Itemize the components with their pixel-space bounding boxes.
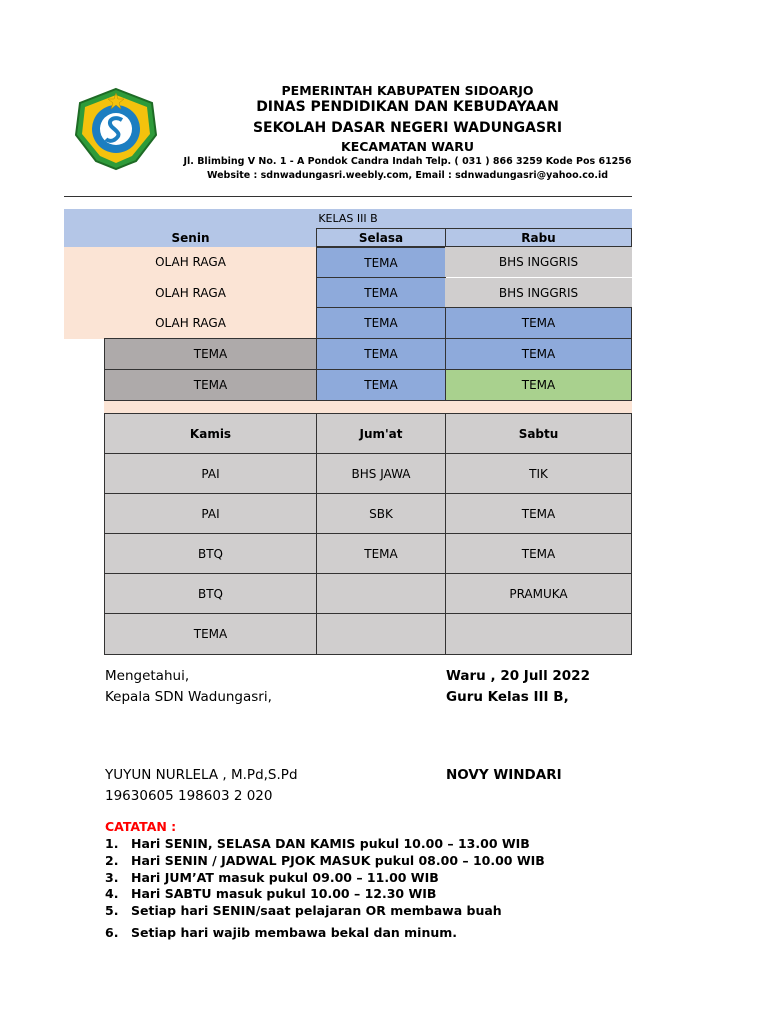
jumat-row-1 bbox=[316, 453, 446, 494]
kamis-row-5 bbox=[104, 613, 317, 655]
header-jumat-label: Jum'at bbox=[359, 426, 403, 441]
note-item bbox=[105, 836, 530, 851]
gov-title: PEMERINTAH KABUPATEN SIDOARJO bbox=[281, 83, 534, 98]
acknowledge-label: Mengetahui, bbox=[105, 668, 190, 684]
selasa-row-2-text: TEMA bbox=[364, 285, 398, 300]
note-item bbox=[105, 925, 457, 940]
sabtu-row-2-text: TEMA bbox=[521, 506, 556, 521]
senin-row-5-text: TEMA bbox=[193, 378, 228, 392]
jumat-row-3 bbox=[316, 533, 446, 574]
note-text: Hari SENIN, SELASA DAN KAMIS pukul 10.00 – 13.00 WIB bbox=[131, 836, 530, 851]
selasa-row-3 bbox=[316, 307, 446, 339]
selasa-row-4 bbox=[316, 338, 446, 370]
rabu-row-1 bbox=[445, 247, 632, 277]
note-text: Hari JUM’AT masuk pukul 09.00 – 11.00 WIB bbox=[131, 870, 439, 885]
senin-row-3-text: OLAH RAGA bbox=[155, 316, 226, 330]
class-title: KELAS III B bbox=[318, 212, 378, 225]
header-rabu-label: Rabu bbox=[521, 230, 556, 245]
note-number: 3. bbox=[105, 870, 119, 885]
school-logo bbox=[70, 85, 162, 171]
sabtu-row-2 bbox=[445, 493, 632, 534]
rabu-row-3-text: TEMA bbox=[521, 316, 556, 330]
rabu-row-2-text: BHS INGGRIS bbox=[498, 286, 579, 300]
header-selasa-label: Selasa bbox=[358, 230, 404, 245]
note-item bbox=[105, 886, 436, 901]
rabu-row-1-text: BHS INGGRIS bbox=[498, 255, 579, 269]
header-jumat bbox=[316, 413, 446, 454]
selasa-row-2 bbox=[316, 277, 446, 308]
website-line: Website : sdnwadungasri.weebly.com, Email : sdnwadungasri@yahoo.co.id bbox=[206, 170, 609, 181]
rabu-row-2 bbox=[445, 278, 632, 308]
selasa-row-5-text: TEMA bbox=[364, 378, 398, 392]
sabtu-row-1 bbox=[445, 453, 632, 494]
district-title: KECAMATAN WARU bbox=[341, 139, 474, 154]
note-text: Hari SENIN / JADWAL PJOK MASUK pukul 08.00 – 10.00 WIB bbox=[131, 853, 545, 868]
note-number: 6. bbox=[105, 925, 119, 940]
header-sabtu bbox=[445, 413, 632, 454]
note-text: Setiap hari wajib membawa bekal dan minum. bbox=[131, 925, 458, 940]
note-text: Hari SABTU masuk pukul 10.00 – 12.30 WIB bbox=[131, 886, 437, 901]
selasa-row-5 bbox=[316, 369, 446, 401]
selasa-row-1 bbox=[316, 247, 446, 278]
kamis-row-1 bbox=[104, 453, 317, 494]
jumat-row-1-text: BHS JAWA bbox=[351, 466, 411, 481]
selasa-row-1-text: TEMA bbox=[364, 255, 398, 270]
note-item bbox=[105, 870, 439, 885]
note-item bbox=[105, 903, 502, 918]
address-line: Jl. Blimbing V No. 1 - A Pondok Candra Indah Telp. ( 031 ) 866 3259 Kode Pos 61256 bbox=[183, 156, 632, 167]
kamis-row-1-text: PAI bbox=[201, 466, 220, 481]
kamis-row-5-text: TEMA bbox=[193, 627, 228, 641]
senin-row-4 bbox=[104, 338, 317, 370]
note-text: Setiap hari SENIN/saat pelajaran OR membawa buah bbox=[131, 903, 502, 918]
table-separator-strip bbox=[104, 401, 632, 413]
kamis-row-3-text: BTQ bbox=[197, 546, 223, 561]
senin-row-2 bbox=[64, 277, 317, 308]
selasa-row-4-text: TEMA bbox=[364, 347, 398, 361]
jumat-row-3-text: TEMA bbox=[364, 546, 398, 561]
principal-nip: 19630605 198603 2 020 bbox=[105, 788, 273, 804]
kamis-row-4 bbox=[104, 573, 317, 614]
note-item bbox=[105, 853, 545, 868]
rabu-row-5 bbox=[445, 369, 632, 401]
senin-row-5 bbox=[104, 369, 317, 401]
rabu-row-3 bbox=[445, 307, 632, 339]
teacher-title: Guru Kelas III B, bbox=[446, 689, 569, 705]
senin-row-4-text: TEMA bbox=[193, 347, 228, 361]
principal-title: Kepala SDN Wadungasri, bbox=[105, 689, 272, 705]
kamis-row-4-text: BTQ bbox=[197, 586, 223, 601]
selasa-row-3-text: TEMA bbox=[364, 316, 398, 330]
header-sabtu-label: Sabtu bbox=[518, 426, 559, 441]
header-selasa bbox=[316, 228, 446, 247]
note-number: 5. bbox=[105, 903, 119, 918]
note-number: 4. bbox=[105, 886, 119, 901]
class-title-cell bbox=[64, 209, 632, 228]
note-number: 1. bbox=[105, 836, 119, 851]
senin-row-3 bbox=[64, 308, 317, 338]
sabtu-row-4-text: PRAMUKA bbox=[509, 586, 568, 601]
kamis-row-3 bbox=[104, 533, 317, 574]
jumat-row-2-text: SBK bbox=[369, 506, 393, 521]
place-date: Waru , 20 Jull 2022 bbox=[446, 668, 590, 684]
kamis-row-2-text: PAI bbox=[201, 506, 220, 521]
header-kamis bbox=[104, 413, 317, 454]
sabtu-row-5 bbox=[445, 613, 632, 655]
rabu-row-4 bbox=[445, 338, 632, 370]
sabtu-row-3 bbox=[445, 533, 632, 574]
school-title: SEKOLAH DASAR NEGERI WADUNGASRI bbox=[252, 120, 563, 136]
header-divider bbox=[64, 196, 632, 197]
sabtu-row-1-text: TIK bbox=[529, 466, 548, 481]
note-number: 2. bbox=[105, 853, 119, 868]
header-senin-label: Senin bbox=[171, 230, 210, 245]
notes-title: CATATAN : bbox=[105, 819, 177, 834]
dept-title: DINAS PENDIDIKAN DAN KEBUDAYAAN bbox=[256, 99, 559, 115]
sabtu-row-3-text: TEMA bbox=[521, 546, 556, 561]
header-senin bbox=[64, 228, 317, 247]
senin-row-1 bbox=[64, 247, 317, 277]
principal-name: YUYUN NURLELA , M.Pd,S.Pd bbox=[105, 767, 298, 783]
senin-row-2-text: OLAH RAGA bbox=[155, 285, 226, 300]
jumat-row-2 bbox=[316, 493, 446, 534]
rabu-row-4-text: TEMA bbox=[521, 347, 556, 361]
header-rabu bbox=[445, 228, 632, 247]
jumat-row-4 bbox=[316, 573, 446, 614]
sabtu-row-4 bbox=[445, 573, 632, 614]
rabu-row-5-text: TEMA bbox=[521, 378, 556, 392]
teacher-name: NOVY WINDARI bbox=[446, 767, 562, 783]
kamis-row-2 bbox=[104, 493, 317, 534]
header-kamis-label: Kamis bbox=[189, 426, 232, 441]
jumat-row-5 bbox=[316, 613, 446, 655]
senin-row-1-text: OLAH RAGA bbox=[155, 255, 226, 269]
